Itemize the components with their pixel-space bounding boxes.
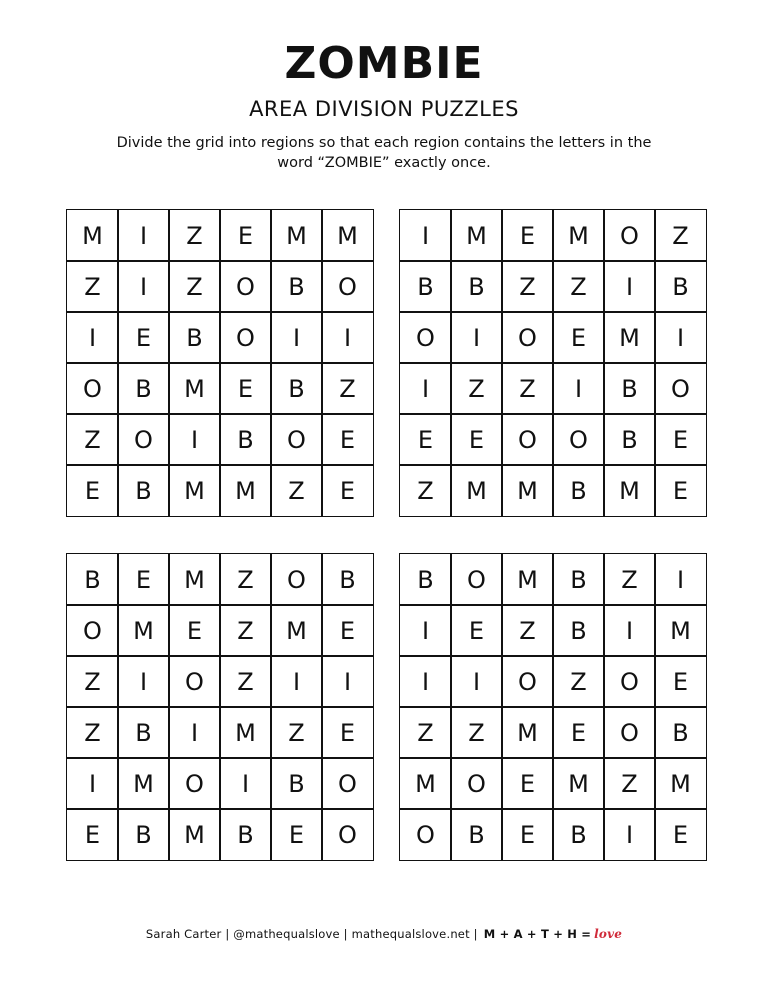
grid-cell[interactable]: O [603,209,656,262]
grid-cell[interactable]: Z [603,553,656,606]
grid-cell[interactable]: O [168,655,221,708]
grid-cell[interactable]: E [501,808,554,861]
grid-cell[interactable]: I [603,604,656,657]
grid-cell[interactable]: B [654,260,707,313]
grid-cell[interactable]: Z [501,260,554,313]
grid-cell[interactable]: E [66,464,119,517]
grid-cell[interactable]: Z [66,413,119,466]
grid-cell[interactable]: Z [66,706,119,759]
grid-cell[interactable]: Z [168,260,221,313]
grid-cell[interactable]: E [654,464,707,517]
puzzle-grid-1 [66,209,374,517]
grid-cell[interactable]: M [552,757,605,810]
grid-cell[interactable]: I [66,311,119,364]
grid-cell[interactable]: E [654,413,707,466]
grid-cell[interactable]: M [654,757,707,810]
grid-cell[interactable]: E [168,604,221,657]
grid-cell[interactable]: I [321,655,374,708]
grid-cell[interactable]: O [450,553,503,606]
grid-cell[interactable]: B [450,808,503,861]
grid-cell[interactable]: E [117,553,170,606]
puzzle-grid-3 [66,553,374,861]
grid-cell[interactable]: Z [450,706,503,759]
grid-cell[interactable]: O [321,260,374,313]
grid-cell[interactable]: M [654,604,707,657]
grid-cell[interactable]: I [66,757,119,810]
grid-cell[interactable]: I [321,311,374,364]
grid-cell[interactable]: E [219,362,272,415]
grid-cell[interactable]: O [501,655,554,708]
grid-cell[interactable]: Z [66,260,119,313]
grid-cell[interactable]: O [270,413,323,466]
grid-cell[interactable]: I [654,311,707,364]
page-title: ZOMBIE [284,38,484,89]
grid-cell[interactable]: B [117,706,170,759]
puzzle-grid-4 [399,553,707,861]
grid-cell[interactable]: I [450,655,503,708]
grid-cell[interactable]: M [168,464,221,517]
grid-cell[interactable]: B [270,362,323,415]
grid-cell[interactable]: B [552,808,605,861]
grid-cell[interactable]: M [399,757,452,810]
grid-cell[interactable]: E [450,604,503,657]
grid-cell[interactable]: Z [654,209,707,262]
grid-cell[interactable]: M [117,757,170,810]
grid-cell[interactable]: O [501,311,554,364]
grid-cell[interactable]: O [603,706,656,759]
grid-cell[interactable]: Z [603,757,656,810]
grid-cell[interactable]: Z [219,604,272,657]
grid-cell[interactable]: E [552,311,605,364]
grid-cell[interactable]: Z [66,655,119,708]
site-logo [484,927,622,941]
grid-cell[interactable]: I [168,706,221,759]
grid-cell[interactable]: I [450,311,503,364]
grid-cell[interactable]: I [117,209,170,262]
grid-cell[interactable]: B [168,311,221,364]
grid-cell[interactable]: B [219,808,272,861]
grid-cell[interactable]: E [270,808,323,861]
grid-cell[interactable]: E [321,706,374,759]
grid-cell[interactable]: O [450,757,503,810]
grid-cell[interactable]: M [450,464,503,517]
grid-cell[interactable]: M [450,209,503,262]
grid-cell[interactable]: I [552,362,605,415]
grid-cell[interactable]: M [270,604,323,657]
grid-cell[interactable]: E [450,413,503,466]
grid-cell[interactable]: O [654,362,707,415]
grid-cell[interactable]: M [117,604,170,657]
grid-cell[interactable]: E [501,209,554,262]
grid-cell[interactable]: B [117,464,170,517]
grid-cell[interactable]: O [321,757,374,810]
grid-cell[interactable]: B [552,553,605,606]
grid-cell[interactable]: Z [321,362,374,415]
grid-cell[interactable]: B [399,260,452,313]
grid-cell[interactable]: O [603,655,656,708]
grid-cell[interactable]: B [66,553,119,606]
footer [0,927,768,941]
grid-cell[interactable]: O [219,311,272,364]
grid-cell[interactable]: Z [270,706,323,759]
grid-cell[interactable]: B [219,413,272,466]
grid-cell[interactable]: Z [450,362,503,415]
grid-cell[interactable]: E [399,413,452,466]
grid-cell[interactable]: E [117,311,170,364]
grid-cell[interactable]: O [117,413,170,466]
grid-cell[interactable]: M [168,553,221,606]
grid-cell[interactable]: O [270,553,323,606]
grid-cell[interactable]: M [219,706,272,759]
grid-cell[interactable]: M [501,706,554,759]
grid-cell[interactable]: O [219,260,272,313]
instructions-text: Divide the grid into regions so that each region contains the letters in the word “ZOMBIE” exactly once. [116,135,652,171]
grid-cell[interactable]: Z [501,362,554,415]
grid-cell[interactable]: Z [399,706,452,759]
logo-love: love [594,927,623,941]
grid-cell[interactable]: I [399,209,452,262]
grid-cell[interactable]: I [603,260,656,313]
grid-cell[interactable]: B [117,362,170,415]
grid-cell[interactable]: M [168,808,221,861]
grid-cell[interactable]: O [552,413,605,466]
grid-cell[interactable]: I [117,655,170,708]
grid-cell[interactable]: E [654,655,707,708]
grid-cell[interactable]: M [501,464,554,517]
grid-cell[interactable]: O [168,757,221,810]
grid-cell[interactable]: I [270,311,323,364]
grid-cell[interactable]: M [501,553,554,606]
grid-cell[interactable]: E [66,808,119,861]
grid-cell[interactable]: B [321,553,374,606]
grid-cell[interactable]: B [270,260,323,313]
grid-cell[interactable]: O [66,362,119,415]
grid-cell[interactable]: O [66,604,119,657]
grid-cell[interactable]: I [399,655,452,708]
grid-cell[interactable]: M [603,464,656,517]
grid-cell[interactable]: E [654,808,707,861]
grid-cell[interactable]: E [501,757,554,810]
grid-cell[interactable]: B [270,757,323,810]
grid-cell[interactable]: I [270,655,323,708]
grid-cell[interactable]: B [117,808,170,861]
grid-cell[interactable]: E [321,604,374,657]
grid-cell[interactable]: E [552,706,605,759]
grid-cell[interactable]: Z [552,260,605,313]
grid-cell[interactable]: M [270,209,323,262]
puzzle-grid-2 [399,209,707,517]
grid-cell[interactable]: B [654,706,707,759]
footer-credit: Sarah Carter | @mathequalslove | mathequalslove.net | [145,927,478,941]
grid-cell[interactable]: I [654,553,707,606]
grid-cell[interactable]: O [321,808,374,861]
grid-cell[interactable]: B [603,413,656,466]
grid-cell[interactable]: M [321,209,374,262]
grid-cell[interactable]: Z [219,655,272,708]
grid-cell[interactable]: Z [219,553,272,606]
grid-cell[interactable]: M [603,311,656,364]
grid-cell[interactable]: O [501,413,554,466]
grid-cell[interactable]: O [399,808,452,861]
grid-cell[interactable]: B [603,362,656,415]
grid-cell[interactable]: O [399,311,452,364]
grid-cell[interactable]: I [603,808,656,861]
grid-cell[interactable]: E [321,464,374,517]
grid-cell[interactable]: B [450,260,503,313]
grid-cell[interactable]: E [321,413,374,466]
grid-cell[interactable]: E [219,209,272,262]
grid-cell[interactable]: B [552,464,605,517]
grid-cell[interactable]: M [66,209,119,262]
grid-cell[interactable]: I [168,413,221,466]
grid-cell[interactable]: M [219,464,272,517]
grid-cell[interactable]: B [552,604,605,657]
grid-cell[interactable]: I [399,362,452,415]
grid-cell[interactable]: I [219,757,272,810]
page-subtitle: AREA DIVISION PUZZLES [249,97,519,121]
grid-cell[interactable]: Z [399,464,452,517]
grid-cell[interactable]: Z [168,209,221,262]
grid-cell[interactable]: I [399,604,452,657]
grid-cell[interactable]: B [399,553,452,606]
grid-cell[interactable]: M [168,362,221,415]
grid-cell[interactable]: Z [501,604,554,657]
logo-text: M + A + T + H = [483,927,592,941]
grid-cell[interactable]: Z [552,655,605,708]
grid-cell[interactable]: M [552,209,605,262]
grid-cell[interactable]: Z [270,464,323,517]
grid-cell[interactable]: I [117,260,170,313]
